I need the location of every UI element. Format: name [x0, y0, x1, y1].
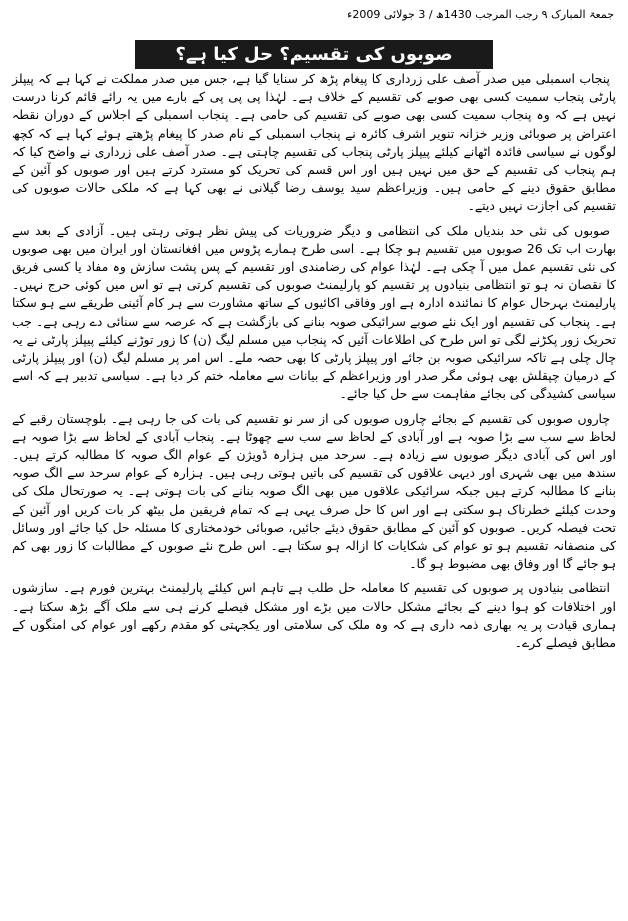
- editorial-body: [12, 70, 616, 658]
- paragraph: چاروں صوبوں کی تقسیم کے بجائے چاروں صوبوں کی از سر نو تقسیم کی بات کی جا رہی ہے۔ بلوچستان رقبے کے لحاظ سے سب سے بڑا صوبہ ہے اور آبادی کے لحاظ سے سب سے چھوٹا ہے۔ پنجاب آبادی کے لحاظ سے بڑا صوبہ ہے اور اس کی آبادی دیگر صوبوں سے زیادہ ہے۔ سرحد میں ہزارہ ڈویژن کے عوام الگ صوبہ کا مطالبہ کرتے ہیں۔ سندھ میں بھی شہری اور دیہی علاقوں کی تقسیم کی باتیں ہوتی رہی ہیں۔ ہزارہ کے عوام سرحد سے الگ صوبہ بنانے کا مطالبہ کرتے ہیں جبکہ سرائیکی علاقوں میں بھی الگ صوبہ بنانے کی بات ہوتی ہے۔ یہ صورتحال ملک کی وحدت کیلئے خطرناک ہو سکتی ہے اور اس کا حل صرف یہی ہے کہ تمام فریقین مل بیٹھ کر بات کریں اور آئین کے تحت فیصلہ کریں۔ صوبوں کو آئین کے مطابق حقوق دیئے جائیں، صوبائی خودمختاری کا مسئلہ حل کیا جائے اور وسائل کی منصفانہ تقسیم ہو تو عوام کی شکایات کا ازالہ ہو سکتا ہے۔ اس طرح نئے صوبوں کے مطالبات کا زور بھی کم ہو جائے گا اور وفاق بھی مضبوط ہو گا۔: [12, 410, 616, 572]
- headline-bar: [0, 40, 628, 69]
- paragraph: پنجاب اسمبلی میں صدر آصف علی زرداری کا پیغام پڑھ کر سنایا گیا ہے، جس میں صدر مملکت نے کہا ہے کہ پیپلز پارٹی پنجاب سمیت کسی بھی صوبے کی تقسیم کے خلاف ہے۔ لہٰذا پی پی پی کے بارے میں یہ رائے قائم کرنا درست نہیں ہے کہ وہ پنجاب سمیت کسی بھی صوبے کی تقسیم کی حامی ہے۔ پنجاب اسمبلی کے اجلاس کے دوران نقطہ اعتراض پر صوبائی وزیر خزانہ تنویر اشرف کائرہ نے پنجاب اسمبلی کے نام صدر کا پیغام پڑھتے ہوئے کہا ہے کہ کچھ لوگوں نے سیاسی فائدہ اٹھانے کیلئے پیپلز پارٹی پنجاب کی تقسیم چاہتی ہے۔ صدر آصف علی زرداری نے واضح کیا کہ ہم پنجاب کی تقسیم کے حق میں نہیں ہیں اور اس قسم کی تحریک کو مسترد کرتے ہیں اور صوبوں کو آئین کے مطابق حقوق دینے کے حامی ہیں۔ وزیراعظم سید یوسف رضا گیلانی نے بھی کہا ہے کہ ملکی حالات صوبوں کی تقسیم کی اجازت نہیں دیتے۔: [12, 71, 616, 214]
- paragraph: انتظامی بنیادوں پر صوبوں کی تقسیم کا معاملہ حل طلب ہے تاہم اس کیلئے پارلیمنٹ بہترین فورم ہے۔ سازشوں اور اختلافات کو ہوا دینے کے بجائے مشکل حالات میں بڑے اور مشکل فیصلے کرنے ہی سے ملک آگے بڑھ سکتا ہے۔ ہماری قیادت پر یہ بھاری ذمہ داری ہے کہ وہ ملک کی سلامتی اور یکجہتی کو مقدم رکھے اور عوام کی امنگوں کے مطابق فیصلے کرے۔: [12, 580, 616, 651]
- editorial-title: صوبوں کی تقسیم؟ حل کیا ہے؟: [135, 40, 492, 69]
- paragraph: صوبوں کی نئی حد بندیاں ملک کی انتظامی و دیگر ضروریات کی پیش نظر ہوتی رہتی ہیں۔ آزادی کے بعد سے بھارت اب تک 26 صوبوں میں تقسیم ہو چکا ہے۔ اسی طرح ہمارے پڑوس میں افغانستان اور ایران میں بھی صوبوں کی نئی تقسیم عمل میں آ چکی ہے۔ لہٰذا عوام کی رضامندی اور تقسیم کے پس پشت سازش وہ مفاد یا کسی فریق کا نقصان نہ ہو تو انتظامی بنیادوں پر تقسیم کو پارلیمنٹ صوبوں کی تقسیم کرتی ہے تو اس میں کوئی حرج نہیں۔ پارلیمنٹ بہرحال عوام کا نمائندہ ادارہ ہے اور وفاقی اکائیوں کے ساتھ مشاورت سے ہر کام آئینی طریقے سے ہو سکتا ہے۔ پنجاب کی تقسیم اور ایک نئے صوبے سرائیکی صوبہ بنانے کی بازگشت ہے کہ عرصہ سے سنائی دے رہی ہے۔ جب تحریک زور پکڑنے لگی تو اس طرح کی اطلاعات آئیں کہ پنجاب میں مسلم لیگ (ن) کا زور توڑنے کیلئے پیپلز پارٹی نے یہ چال چلی ہے تاکہ سرائیکی صوبہ بن جائے اور پیپلز پارٹی کا بھی حصہ ملے۔ اس امر پر مسلم لیگ (ن) اور پیپلز پارٹی کے درمیان چپقلش بھی ہوئی مگر صدر اور وزیراعظم کے بیانات سے معاملہ ختم کر دیا ہے۔ سیاسی تدبیر ہے کہ اسے سیاسی کشیدگی کی بجائے مفاہمت سے حل کیا جائے۔: [12, 222, 617, 402]
- dateline: جمعۃ المبارک ۹ رجب المرجب 1430ھ / 3 جولائی 2009ء: [347, 8, 614, 21]
